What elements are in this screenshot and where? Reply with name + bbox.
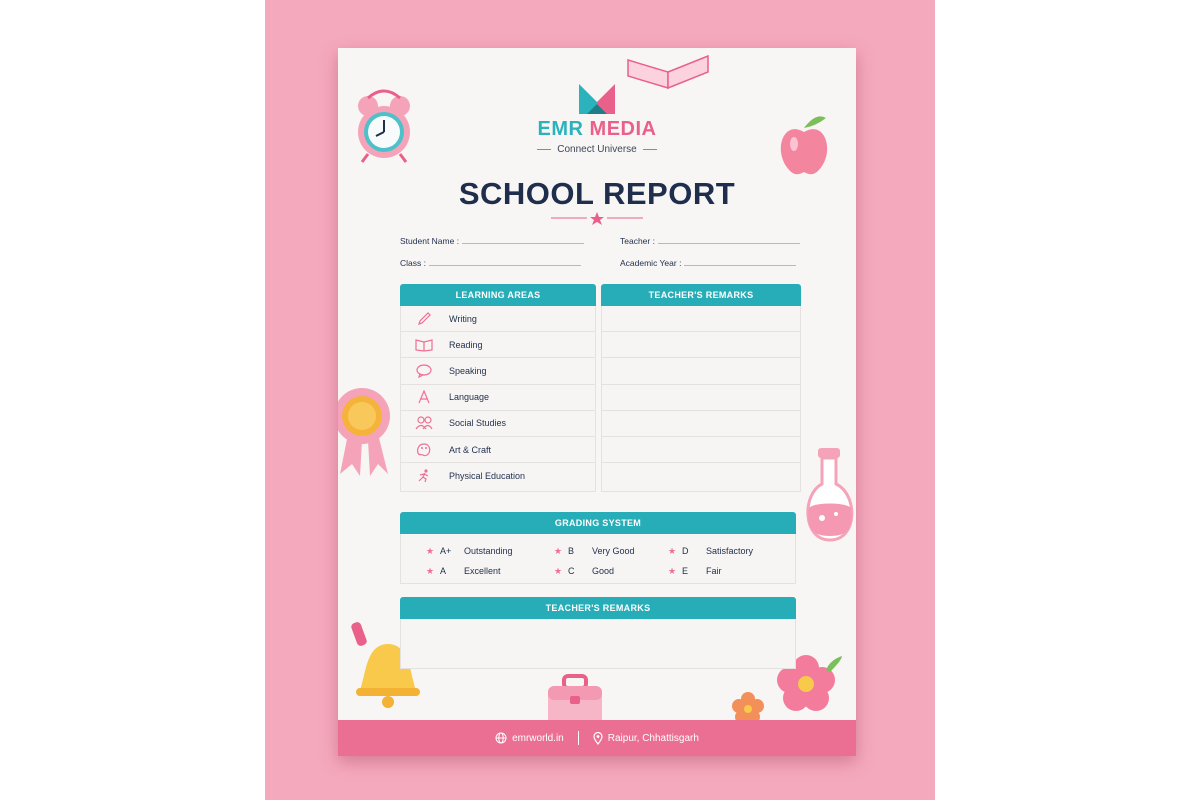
- star-icon: ★: [426, 566, 435, 576]
- academic-year-line[interactable]: [684, 258, 796, 266]
- grade-item: [426, 546, 513, 557]
- learning-area-row: [401, 437, 595, 463]
- grade-code: C: [568, 566, 575, 576]
- teachers-remarks-header: TEACHER'S REMARKS: [601, 284, 801, 306]
- footer-website[interactable]: emrworld.in: [512, 732, 564, 744]
- footer-divider: [578, 731, 579, 745]
- title-divider-ornament: [551, 211, 643, 225]
- remark-cell[interactable]: [602, 332, 800, 358]
- academic-year-label: Academic Year :: [620, 258, 682, 268]
- learning-area-row: [401, 463, 595, 489]
- brand-logo: [338, 80, 856, 155]
- grade-label: Very Good: [592, 546, 635, 556]
- grade-label: Outstanding: [464, 546, 513, 556]
- learning-area-row: [401, 385, 595, 411]
- learning-area-label: Writing: [449, 313, 477, 324]
- grade-item: [426, 566, 501, 577]
- location-pin-icon: [593, 732, 603, 745]
- grade-label: Excellent: [464, 566, 501, 576]
- grade-item: [554, 566, 614, 577]
- brand-name-part1: EMR: [537, 118, 584, 140]
- remark-cell[interactable]: [602, 306, 800, 332]
- learning-area-label: Social Studies: [449, 418, 507, 429]
- grade-code: E: [682, 566, 689, 576]
- speech-bubble-icon: [415, 364, 433, 378]
- teachers-remarks-column: [601, 306, 801, 492]
- student-name-label: Student Name :: [400, 236, 460, 246]
- learning-area-label: Physical Education: [449, 471, 526, 482]
- final-remarks-box[interactable]: [400, 619, 796, 669]
- open-book-icon: [415, 338, 433, 352]
- final-remarks-header: TEACHER'S REMARKS: [400, 597, 796, 619]
- grade-code: A: [440, 566, 447, 576]
- learning-area-label: Language: [449, 392, 490, 403]
- star-icon: ★: [554, 546, 563, 556]
- teacher-line[interactable]: [658, 236, 800, 244]
- teacher-label: Teacher :: [620, 236, 655, 246]
- star-icon: ★: [668, 546, 677, 556]
- grade-label: Fair: [706, 566, 722, 576]
- star-icon: ★: [668, 566, 677, 576]
- grade-label: Good: [592, 566, 615, 576]
- student-name-field[interactable]: [400, 236, 584, 246]
- remark-cell[interactable]: [602, 463, 800, 489]
- remark-cell[interactable]: [602, 358, 800, 384]
- class-label: Class :: [400, 258, 426, 268]
- learning-area-row: [401, 306, 595, 332]
- footer-bar: [338, 720, 856, 756]
- palette-icon: [415, 443, 433, 457]
- brand-tagline: Connect Universe: [338, 144, 856, 155]
- people-icon: [415, 416, 433, 430]
- grade-item: [554, 546, 635, 557]
- learning-area-label: Speaking: [449, 365, 487, 376]
- running-person-icon: [415, 469, 433, 483]
- report-sheet: [338, 48, 856, 756]
- academic-year-field[interactable]: [620, 258, 796, 268]
- teacher-field[interactable]: [620, 236, 800, 246]
- grade-item: [668, 546, 753, 557]
- learning-area-label: Art & Craft: [449, 444, 492, 455]
- grade-label: Satisfactory: [706, 546, 754, 556]
- learning-area-row: [401, 358, 595, 384]
- grade-item: [668, 566, 722, 577]
- star-icon: ★: [554, 566, 563, 576]
- remark-cell[interactable]: [602, 385, 800, 411]
- learning-area-row: [401, 332, 595, 358]
- globe-icon: [495, 732, 507, 744]
- learning-areas-header: LEARNING AREAS: [400, 284, 596, 306]
- grade-code: B: [568, 546, 575, 556]
- class-line[interactable]: [429, 258, 581, 266]
- remark-cell[interactable]: [602, 411, 800, 437]
- flask-icon: [800, 444, 856, 548]
- brand-name: [338, 118, 856, 141]
- star-icon: ★: [426, 546, 435, 556]
- grade-code: A+: [440, 546, 452, 556]
- learning-area-row: [401, 411, 595, 437]
- grade-code: D: [682, 546, 689, 556]
- class-field[interactable]: [400, 258, 581, 268]
- learning-area-label: Reading: [449, 339, 483, 350]
- brand-name-part2: MEDIA: [589, 118, 657, 140]
- footer-location: Raipur, Chhattisgarh: [607, 732, 699, 744]
- grading-system-header: GRADING SYSTEM: [400, 512, 796, 534]
- remark-cell[interactable]: [602, 437, 800, 463]
- pencil-icon: [415, 312, 433, 326]
- emr-logo-icon: [575, 80, 619, 116]
- learning-areas-column: [400, 306, 596, 492]
- letter-a-icon: [415, 390, 433, 404]
- student-name-line[interactable]: [462, 236, 584, 244]
- page-title: SCHOOL REPORT: [458, 176, 736, 211]
- award-rosette-icon: [338, 384, 390, 480]
